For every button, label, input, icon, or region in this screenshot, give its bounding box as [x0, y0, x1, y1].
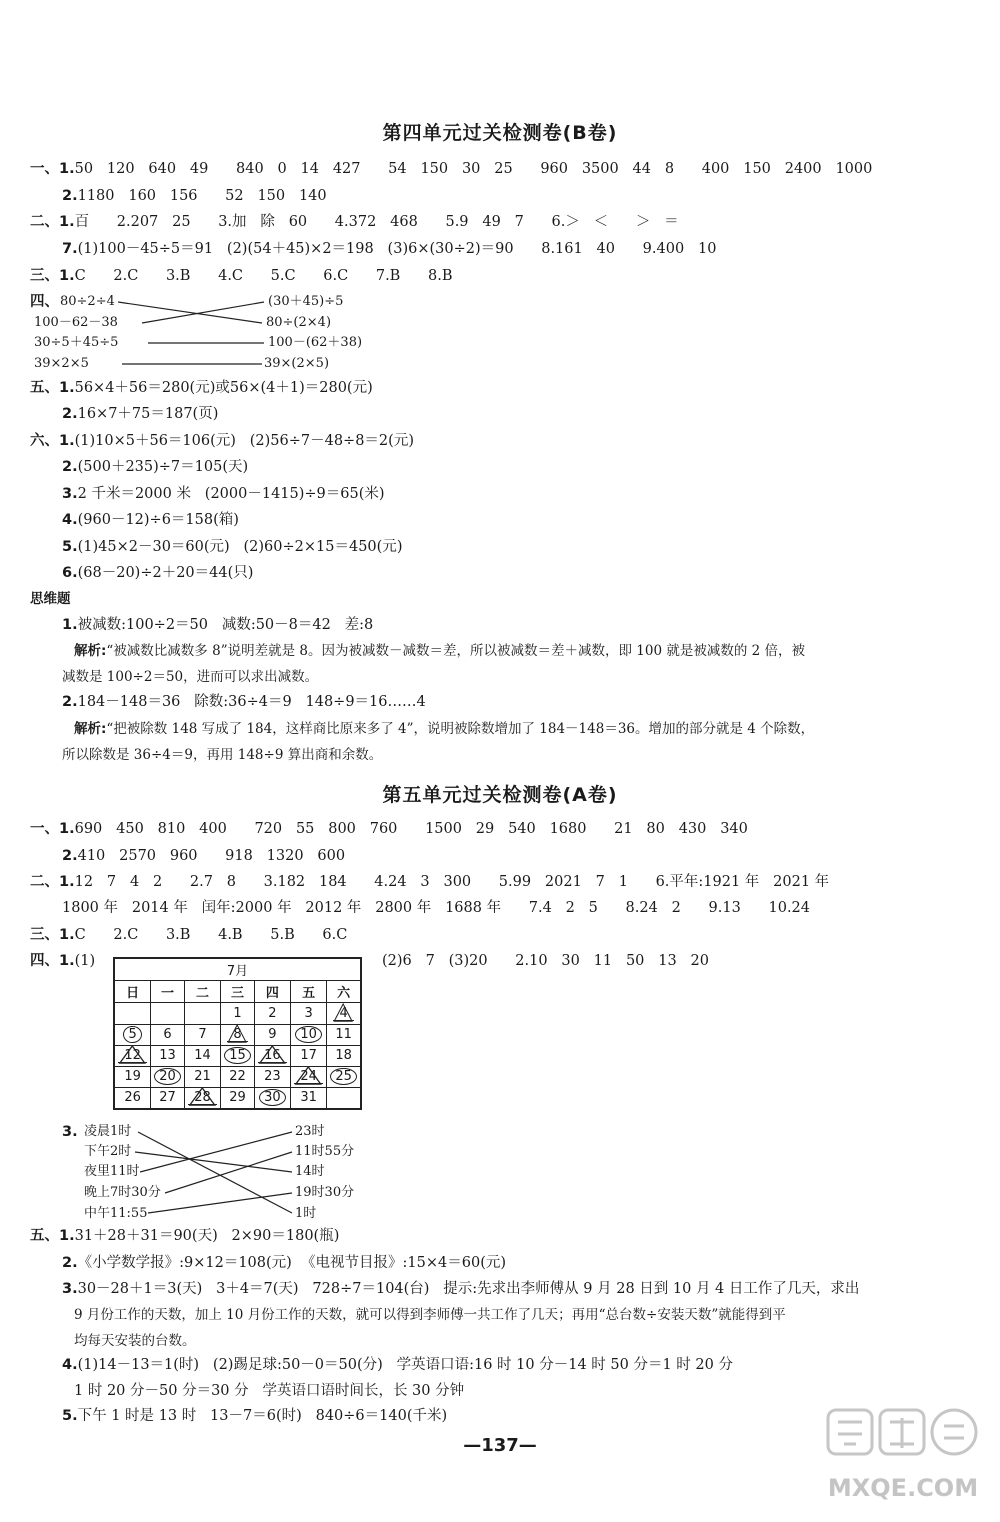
thinking-heading: 思维题: [30, 591, 71, 607]
answer-text: (1)14－13＝1(时) (2)踢足球:50－0＝50(分) 学英语口语:16 时 10 分－14 时 50 分＝1 时 20 分: [77, 1357, 733, 1373]
match-right-item: 80÷(2×4): [266, 315, 332, 330]
question-number: 三、1.: [30, 927, 75, 943]
answer-text: (68－20)÷2＋20＝44(只): [77, 565, 254, 581]
question-number: 4.: [62, 1357, 78, 1373]
question-number: 1.: [62, 617, 78, 633]
calendar-day: 13: [151, 1045, 185, 1066]
question-number: 四、: [30, 294, 59, 310]
answer-text: (1)45×2－30＝60(元) (2)60÷2×15＝450(元): [77, 539, 403, 555]
calendar-day: 22: [221, 1066, 255, 1087]
calendar-day-value: 4: [339, 1005, 348, 1021]
calendar-month: 7月: [115, 959, 361, 981]
calendar-weekday: 二: [184, 981, 220, 1003]
question-number: 三、1.: [30, 268, 75, 284]
time-left-item: 凌晨1时: [84, 1124, 132, 1139]
match-right-item: 39×(2×5): [264, 356, 330, 371]
answer-line: [62, 1406, 447, 1426]
calendar-day: 17: [291, 1045, 327, 1066]
question-number: 2.: [62, 694, 78, 710]
question-number: 五、1.: [30, 1228, 75, 1244]
question-number: 二、1.: [30, 214, 75, 230]
circle-mark: 15: [224, 1047, 251, 1064]
answer-text: 56×4＋56＝280(元)或56×(4＋1)＝280(元): [74, 380, 373, 396]
time-left-item: 夜里11时: [84, 1164, 140, 1179]
answer-text: (1)100－45÷5＝91 (2)(54＋45)×2＝198 (3)6×(30÷2)＝90 8.161 40 9.400 10: [77, 241, 717, 257]
answer-text: C 2.C 3.B 4.B 5.B 6.C: [74, 927, 348, 943]
page-number: —137—: [463, 1435, 537, 1456]
time-left-item: 中午11:55: [84, 1206, 148, 1221]
answer-text: 184－148＝36 除数:36÷4＝9 148÷9＝16……4: [77, 694, 426, 710]
time-right-item: 1时: [295, 1206, 317, 1221]
question-number: 7.: [62, 241, 78, 257]
time-right-item: 23时: [295, 1124, 325, 1139]
calendar-day: 7: [184, 1024, 220, 1045]
calendar-day-value: 16: [264, 1048, 281, 1064]
answer-text: 1800 年 2014 年 闰年:2000 年 2012 年 2800 年 1688 年 7.4 2 5 8.24 2 9.13 10.24: [62, 900, 811, 916]
question-number: 2.: [62, 848, 78, 864]
calendar-weekday: 五: [291, 981, 327, 1003]
analysis-text: 减数是 100÷2＝50，进而可以求出减数。: [62, 669, 319, 685]
answer-line: [62, 1253, 506, 1273]
answer-text: 9 月份工作的天数，加上 10 月份工作的天数，就可以得到李师傅一共工作了几天；再用“总台数÷安装天数”就能得到平: [74, 1307, 786, 1323]
calendar-day: 1: [221, 1003, 255, 1024]
question-number: 一、1.: [30, 821, 75, 837]
time-left-item: 下午2时: [84, 1144, 132, 1159]
answer-line: [62, 1279, 859, 1299]
answer-text: 12 7 4 2 2.7 8 3.182 184 4.24 3 300 5.99 2021 7 1 6.平年:1921 年 2021 年: [74, 874, 830, 890]
answer-text: 690 450 810 400 720 55 800 760 1500 29 540 1680 21 80 430 340: [74, 821, 748, 837]
answer-text: 31＋28＋31＝90(天) 2×90＝180(瓶): [74, 1228, 340, 1244]
answer-text: 被减数:100÷2＝50 减数:50－8＝42 差:8: [77, 617, 374, 633]
circle-mark: 5: [123, 1026, 141, 1043]
match-left-item: 100－62－38: [34, 315, 118, 330]
watermark-text: MXQE.COM: [827, 1474, 979, 1502]
analysis-label: 解析:: [74, 643, 107, 659]
match-left-item: 39×2×5: [34, 356, 89, 371]
calendar-day-value: 24: [300, 1069, 317, 1085]
match-line: [140, 1132, 292, 1172]
calendar-day: 14: [184, 1045, 220, 1066]
calendar-day: 31: [291, 1087, 327, 1108]
answer-text: (1): [74, 953, 96, 969]
calendar-day: 19: [115, 1066, 151, 1087]
question-number: 2.: [62, 188, 78, 204]
question-number: 3.: [62, 1281, 78, 1297]
answer-text: 2 千米＝2000 米 (2000－1415)÷9＝65(米): [77, 486, 385, 502]
calendar-day: 3: [291, 1003, 327, 1024]
calendar-day: 27: [151, 1087, 185, 1108]
question-number: 五、1.: [30, 380, 75, 396]
circle-mark: 25: [330, 1068, 357, 1085]
answer-text: 1180 160 156 52 150 140: [77, 188, 327, 204]
question-number: 2.: [62, 1255, 78, 1271]
answer-text: 410 2570 960 918 1320 600: [77, 848, 346, 864]
question-number: 六、1.: [30, 433, 75, 449]
answer-text: 《小学数学报》:9×12＝108(元) 《电视节目报》:15×4＝60(元): [77, 1255, 507, 1271]
circle-mark: 10: [295, 1026, 322, 1043]
question-number: 二、1.: [30, 874, 75, 890]
calendar-weekday: 三: [221, 981, 255, 1003]
question-number: 2.: [62, 406, 78, 422]
calendar-day-value: 8: [233, 1027, 242, 1043]
calendar-day: 26: [115, 1087, 151, 1108]
question-number: 4.: [62, 512, 78, 528]
match-line: [148, 1193, 292, 1213]
match-line: [138, 1132, 292, 1213]
section4-title: 第四单元过关检测卷(B卷): [382, 122, 618, 144]
answer-text: 50 120 640 49 840 0 14 427 54 150 30 25 960 3500 44 8 400 150 2400 1000: [74, 161, 873, 177]
answer-text: (2)6 7 (3)20 2.10 30 11 50 13 20: [382, 953, 709, 969]
calendar-day-value: 12: [124, 1048, 141, 1064]
calendar-day: 29: [221, 1087, 255, 1108]
calendar-day: 23: [254, 1066, 290, 1087]
answer-text: (1)10×5＋56＝106(元) (2)56÷7－48÷8＝2(元): [74, 433, 414, 449]
answer-text: 16×7＋75＝187(页): [77, 406, 219, 422]
answer-text: 1 时 20 分－50 分＝30 分 学英语口语时间长，长 30 分钟: [74, 1383, 465, 1399]
question-number: 3.: [62, 1124, 78, 1140]
calendar-weekday: 一: [151, 981, 185, 1003]
answer-text: (960－12)÷6＝158(箱): [77, 512, 239, 528]
time-match-lines: [0, 0, 400, 1230]
question-number: 5.: [62, 539, 78, 555]
question-number: 5.: [62, 1408, 78, 1424]
match-left-item: 30÷5＋45÷5: [34, 335, 119, 350]
calendar-day: 6: [151, 1024, 185, 1045]
time-left-item: 晚上7时30分: [84, 1185, 161, 1200]
analysis-text: “被减数比减数多 8”说明差就是 8。因为被减数－减数＝差，所以被减数＝差＋减数，即 100 就是被减数的 2 倍，被: [106, 643, 805, 659]
match-right-item: 100－(62＋38): [268, 335, 363, 350]
question-number: 6.: [62, 565, 78, 581]
answer-text: 30－28＋1＝3(天) 3＋4＝7(天) 728÷7＝104(台) 提示:先求出李师傅从 9 月 28 日到 10 月 4 日工作了几天，求出: [77, 1281, 860, 1297]
question-number: 2.: [62, 459, 78, 475]
calendar-day: 9: [254, 1024, 290, 1045]
match-left-item: 80÷2÷4: [60, 294, 115, 309]
time-right-item: 14时: [295, 1164, 325, 1179]
analysis-text: 所以除数是 36÷4＝9，再用 148÷9 算出商和余数。: [62, 747, 383, 763]
calendar-weekday: 日: [115, 981, 151, 1003]
match-line: [135, 1152, 292, 1172]
circle-mark: 30: [259, 1089, 286, 1106]
answer-line: [62, 1355, 733, 1375]
circle-mark: 20: [154, 1068, 181, 1085]
analysis-label: 解析:: [74, 721, 107, 737]
watermark-logo: [818, 1404, 988, 1514]
question-number: 3.: [62, 486, 78, 502]
calendar-day-value: 28: [194, 1090, 211, 1106]
calendar-weekday: 四: [254, 981, 290, 1003]
calendar-day: 21: [184, 1066, 220, 1087]
time-right-item: 11时55分: [295, 1144, 355, 1159]
answer-text: C 2.C 3.B 4.C 5.C 6.C 7.B 8.B: [74, 268, 453, 284]
calendar-day: 2: [254, 1003, 290, 1024]
calendar-day: 18: [327, 1045, 361, 1066]
answer-text: (500＋235)÷7＝105(天): [77, 459, 249, 475]
match-right-item: (30＋45)÷5: [268, 294, 344, 309]
calendar-day: 11: [327, 1024, 361, 1045]
question-number: 一、1.: [30, 161, 75, 177]
answer-line: [30, 1226, 339, 1246]
answer-text: 均每天安装的台数。: [74, 1333, 196, 1349]
calendar-weekday: 六: [327, 981, 361, 1003]
analysis-text: “把被除数 148 写成了 184，这样商比原来多了 4”，说明被除数增加了 184－148＝36。增加的部分就是 4 个除数，: [106, 721, 815, 737]
section5-title: 第五单元过关检测卷(A卷): [382, 784, 618, 806]
answer-text: 下午 1 时是 13 时 13－7＝6(时) 840÷6＝140(千米): [77, 1408, 448, 1424]
question-number: 四、1.: [30, 953, 75, 969]
answer-text: 百 2.207 25 3.加 除 60 4.372 468 5.9 49 7 6.＞ ＜ ＞ ＝: [74, 214, 679, 230]
time-right-item: 19时30分: [295, 1185, 355, 1200]
